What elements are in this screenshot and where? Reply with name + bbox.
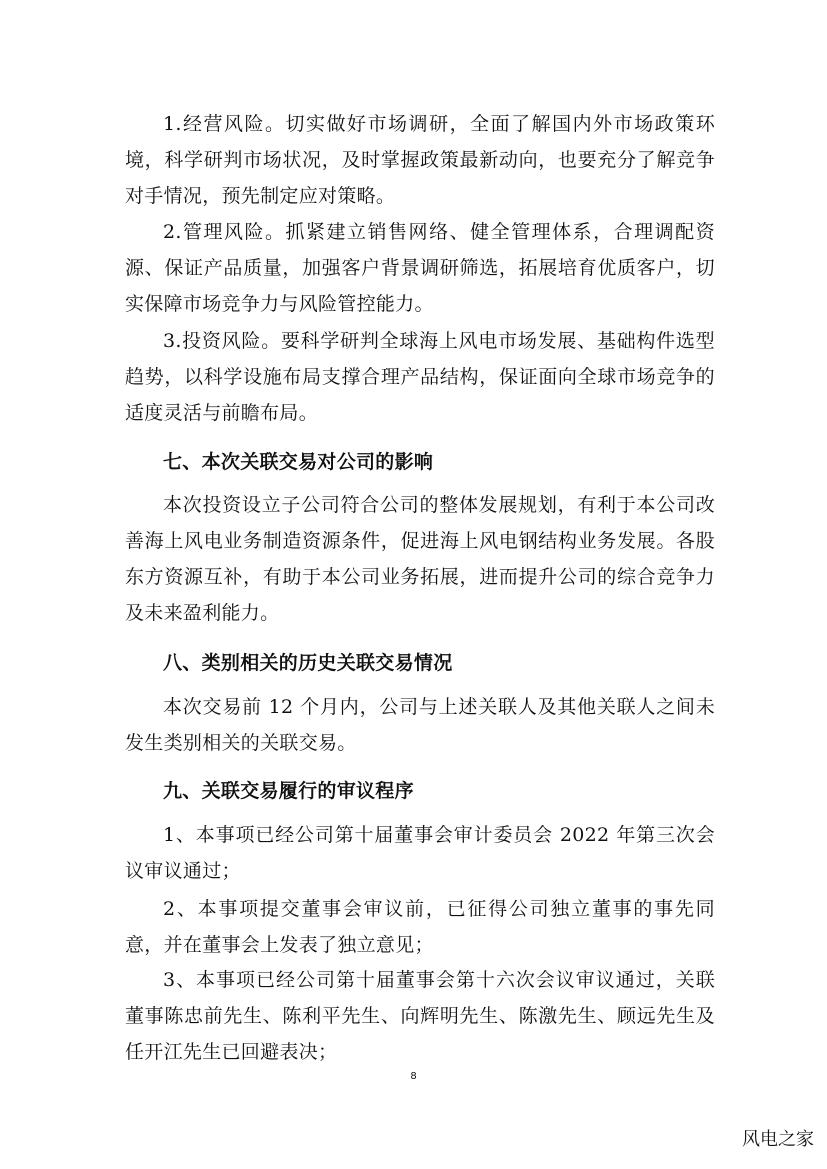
paragraph-procedure-2: 2、本事项提交董事会审议前，已征得公司独立董事的事先同意，并在董事会上发表了独立意见；	[125, 898, 715, 956]
heading-section-8: 八、类别相关的历史关联交易情况	[163, 652, 453, 674]
paragraph-history: 本次交易前 12 个月内，公司与上述关联人及其他关联人之间未发生类别相关的关联交易。	[125, 696, 715, 754]
page-number: 8	[410, 1071, 417, 1082]
heading-section-7: 七、本次关联交易对公司的影响	[163, 451, 434, 473]
paragraph-management-risk: 2.管理风险。抓紧建立销售网络、健全管理体系，合理调配资源、保证产品质量，加强客户背景调研筛选，拓展培育优质客户，切实保障市场竞争力与风险管控能力。	[125, 221, 715, 315]
paragraph-operating-risk: 1.经营风险。切实做好市场调研，全面了解国内外市场政策环境，科学研判市场状况，及时掌握政策最新动向，也要充分了解竞争对手情况，预先制定应对策略。	[125, 113, 715, 207]
paragraph-procedure-3: 3、本事项已经公司第十届董事会第十六次会议审议通过，关联董事陈忠前先生、陈利平先生、向辉明先生、陈激先生、顾远先生及任开江先生已回避表决；	[125, 969, 715, 1063]
paragraph-investment-risk: 3.投资风险。要科学研判全球海上风电市场发展、基础构件选型趋势，以科学设施布局支撑合理产品结构，保证面向全球市场竞争的适度灵活与前瞻布局。	[125, 330, 715, 424]
heading-section-9: 九、关联交易履行的审议程序	[163, 780, 414, 802]
paragraph-impact: 本次投资设立子公司符合公司的整体发展规划，有利于本公司改善海上风电业务制造资源条件，促进海上风电钢结构业务发展。各股东方资源互补，有助于本公司业务拓展，进而提升公司的综合竞争力及未来盈利能力。	[125, 494, 715, 624]
paragraph-procedure-1: 1、本事项已经公司第十届董事会审计委员会 2022 年第三次会议审议通过；	[125, 824, 715, 882]
watermark-text: 风电之家	[742, 1129, 814, 1150]
